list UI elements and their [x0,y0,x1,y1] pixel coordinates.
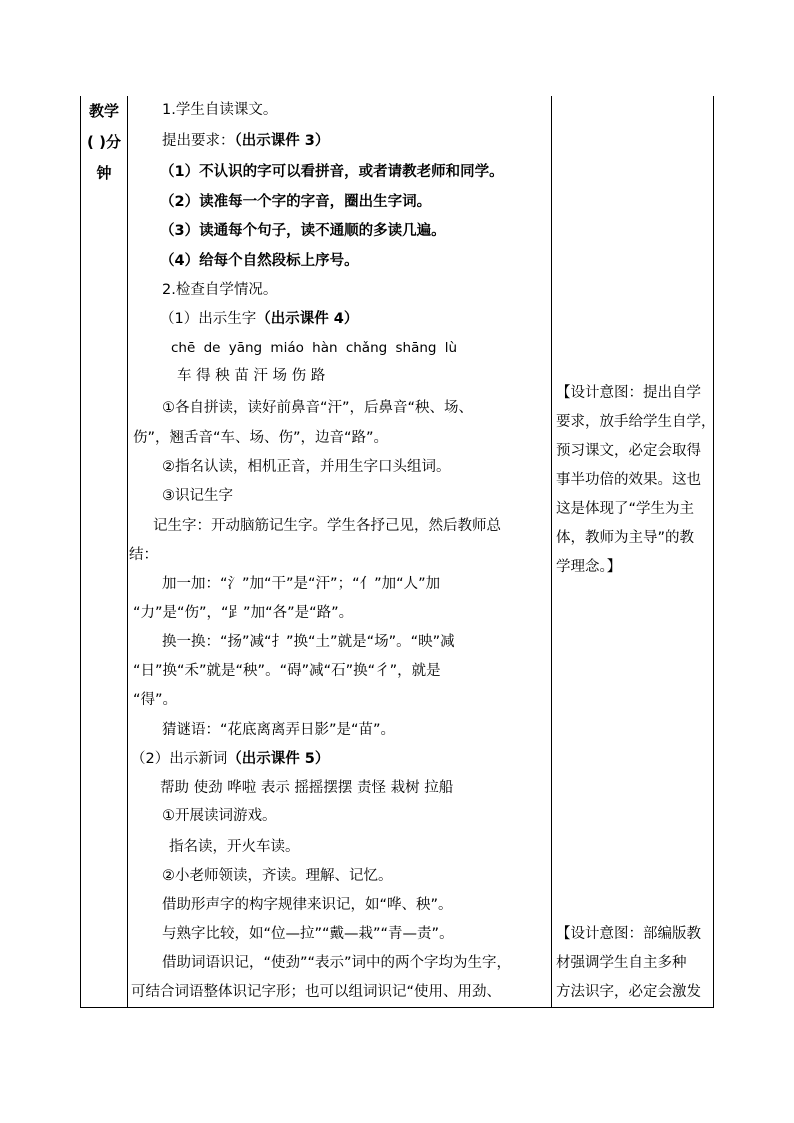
content-line: （1）出示生字（出示课件 4） [160,311,359,327]
note-line: 预习课文，必定会取得 [556,443,701,459]
label-line: 教学 [88,102,119,120]
content-line: “日”换“禾”就是“秧”。“碍”减“石”换“彳”，就是 [133,663,441,679]
content-line: 伤”，翘舌音“车、场、伤”，边音“路”。 [133,430,389,446]
table-border-bottom [80,1007,714,1008]
table-border-right [713,96,714,1008]
content-line: （1）不认识的字可以看拼音，或者请教老师和同学。 [160,164,504,180]
content-line: 记生字：开动脑筋记生字。学生各抒己见，然后教师总 [153,518,501,534]
note-line: 事半功倍的效果。这也 [556,472,701,488]
content-line: ②指名认读，相机正音，并用生字口头组词。 [162,459,451,475]
pinyin-line: chē de yāng miáo hàn chǎng shāng lù [171,340,458,356]
content-line: “力”是“伤”，“𧾷”加“各”是“路”。 [133,605,354,621]
note-line: 要求，放手给学生自学， [556,414,716,430]
content-line: 借助词语识记，“使劲”“表示”词中的两个字均为生字， [162,955,512,971]
label-line: ( )分 [87,133,121,151]
content-line: 2.检查自学情况。 [162,282,278,298]
table-border-col1 [127,96,128,1008]
note-line: 材强调学生自主多种 [556,955,687,971]
content-line: 加一加：“氵”加“干”是“汗”；“亻”加“人”加 [162,576,441,592]
content-line: （4）给每个自然段标上序号。 [160,253,359,269]
table-border-col2 [551,96,552,1008]
content-line: “得”。 [133,692,178,708]
content-line: 猜谜语：“花底离离弄日影”是“苗”。 [162,722,396,738]
content-line: 指名读，开火车读。 [169,839,300,855]
note-line: 方法识字，必定会激发 [556,984,701,1000]
label-line: 钟 [96,164,112,182]
content-line: （2）出示新词（出示课件 5） [131,751,330,767]
content-line: （2）读准每一个字的字音，圈出生字词。 [160,194,432,210]
content-line: （3）读通每个句子，读不通顺的多读几遍。 [160,223,446,239]
content-line: 借助形声字的构字规律来识记，如“哗、秧”。 [162,897,453,913]
content-line: ③识记生字 [162,488,233,504]
content-line: 与熟字比较，如“位—拉”“戴—栽”“青—责”。 [162,926,454,942]
content-line: 换一换：“扬”减“扌”换“土”就是“场”。“映”减 [162,634,455,650]
character-line: 车 得 秧 苗 汗 场 伤 路 [177,368,326,384]
content-line: ①开展读词游戏。 [162,808,277,824]
content-line: 结： [129,547,158,563]
content-line: ①各自拼读，读好前鼻音“汗”，后鼻音“秧、场、 [162,400,474,416]
note-line: 【设计意图：提出自学 [556,385,701,401]
table-border-left [80,96,81,1008]
time-label-cell [82,96,126,189]
note-line: 体，教师为主导”的教 [556,530,695,546]
vocabulary-line: 帮助 使劲 哗啦 表示 摇摇摆摆 责怪 栽树 拉船 [160,780,454,796]
note-line: 学理念。】 [556,559,622,575]
content-line: 可结合词语整体识记字形；也可以组词识记“使用、用劲、 [131,984,502,1000]
note-line: 【设计意图：部编版教 [556,926,701,942]
note-line: 这是体现了“学生为主 [556,501,695,517]
content-line: 1.学生自读课文。 [162,102,278,118]
content-line: 提出要求：（出示课件 3） [162,133,330,149]
content-line: ②小老师领读，齐读。理解、记忆。 [162,868,393,884]
